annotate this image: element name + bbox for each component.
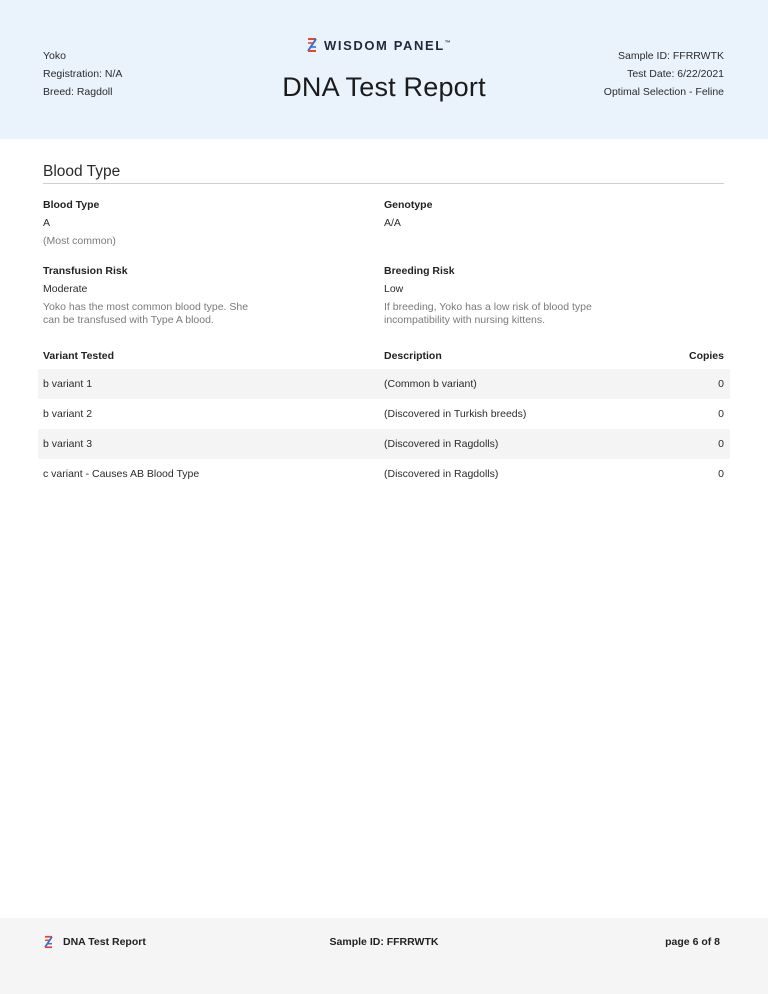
brand-name: WISDOM PANEL™ — [324, 37, 451, 53]
variant-cell: c variant - Causes AB Blood Type — [43, 468, 200, 480]
breeding-risk-field — [384, 265, 592, 327]
copies-cell: 0 — [718, 438, 724, 450]
table-row — [38, 399, 730, 429]
copies-cell: 0 — [718, 378, 724, 390]
footer-title-text: DNA Test Report — [63, 936, 146, 948]
genotype-label: Genotype — [384, 199, 433, 211]
table-row — [38, 459, 730, 489]
pet-name: Yoko — [43, 50, 66, 62]
sample-id: Sample ID: FFRRWTK — [618, 50, 724, 62]
product-name: Optimal Selection - Feline — [603, 86, 724, 98]
breeding-note-line: incompatibility with nursing kittens. — [384, 314, 546, 326]
breeding-risk-note — [384, 301, 592, 327]
breeding-risk-value: Low — [384, 283, 404, 295]
transfusion-risk-label: Transfusion Risk — [43, 265, 128, 277]
page-number: page 6 of 8 — [665, 936, 720, 948]
column-header-copies: Copies — [688, 350, 724, 362]
breeding-risk-label: Breeding Risk — [384, 265, 455, 277]
blood-type-field — [43, 199, 116, 248]
column-header-variant: Variant Tested — [43, 350, 114, 362]
variant-cell: b variant 3 — [43, 438, 93, 450]
blood-type-label: Blood Type — [43, 199, 100, 211]
genotype-field — [384, 199, 432, 230]
footer-sample-id: Sample ID: FFRRWTK — [329, 936, 439, 948]
blood-type-note: (Most common) — [43, 235, 116, 247]
wisdom-panel-logo-icon — [306, 37, 318, 53]
page-title: DNA Test Report — [282, 72, 486, 102]
blood-type-value: A — [43, 217, 51, 229]
description-cell: (Discovered in Ragdolls) — [384, 468, 499, 480]
brand-trademark: ™ — [444, 40, 451, 47]
breeding-note-line: If breeding, Yoko has a low risk of blood type — [384, 301, 592, 313]
copies-cell: 0 — [718, 408, 724, 420]
genotype-value: A/A — [384, 217, 401, 229]
section-title: Blood Type — [43, 163, 121, 180]
report-footer — [0, 918, 768, 994]
sample-info — [604, 47, 724, 101]
brand-logo — [306, 37, 451, 53]
variant-table — [38, 343, 730, 489]
transfusion-risk-value: Moderate — [43, 283, 88, 295]
registration: Registration: N/A — [43, 68, 123, 80]
variant-cell: b variant 1 — [43, 378, 93, 390]
transfusion-note-line: Yoko has the most common blood type. She — [43, 301, 249, 313]
table-header — [38, 343, 730, 369]
transfusion-note-line: can be transfused with Type A blood. — [43, 314, 214, 326]
description-cell: (Discovered in Ragdolls) — [384, 438, 499, 450]
report-header — [0, 0, 768, 139]
test-date: Test Date: 6/22/2021 — [627, 68, 724, 80]
column-header-description: Description — [384, 350, 442, 362]
table-row — [38, 429, 730, 459]
variant-cell: b variant 2 — [43, 408, 93, 420]
description-cell: (Common b variant) — [384, 378, 477, 390]
section-divider — [43, 183, 724, 184]
transfusion-risk-note — [43, 301, 248, 327]
breed: Breed: Ragdoll — [43, 86, 113, 98]
table-row — [38, 369, 730, 399]
copies-cell: 0 — [718, 468, 724, 480]
transfusion-risk-field — [43, 265, 248, 327]
description-cell: (Discovered in Turkish breeds) — [384, 408, 527, 420]
